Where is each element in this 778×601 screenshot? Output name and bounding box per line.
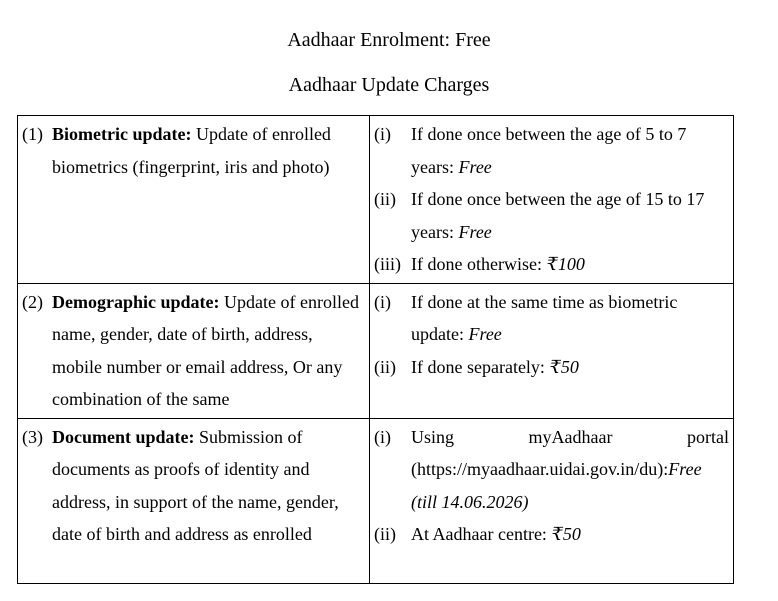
option-value: ₹50	[549, 356, 579, 377]
option-text: At Aadhaar centre:	[411, 524, 547, 544]
category-number: (2)	[22, 291, 43, 312]
charge-option	[374, 286, 729, 351]
charge-option	[374, 248, 729, 281]
table-row-biometric	[18, 116, 734, 284]
option-numeral: (ii)	[374, 356, 396, 377]
option-value: Free	[458, 221, 492, 242]
charges-cell	[370, 283, 734, 418]
charge-option	[374, 183, 729, 248]
option-text: If done otherwise:	[411, 254, 542, 274]
option-text: If done at the same time as biometric update:	[411, 291, 678, 344]
option-value: ₹100	[546, 254, 585, 274]
category-cell	[18, 418, 370, 583]
category-number: (3)	[22, 426, 43, 447]
category-title: Biometric update:	[52, 124, 192, 144]
charge-option	[374, 118, 729, 183]
table-row-document	[18, 418, 734, 583]
option-text: Using	[411, 426, 455, 447]
option-text: If done once between the age of 15 to 17 years:	[411, 189, 705, 242]
option-numeral: (iii)	[374, 254, 401, 274]
category-cell	[18, 116, 370, 284]
table-row-demographic	[18, 283, 734, 418]
option-numeral: (i)	[374, 426, 391, 447]
charges-cell	[370, 116, 734, 284]
category-cell	[18, 283, 370, 418]
category-number: (1)	[22, 124, 43, 144]
category-title: Demographic update:	[52, 291, 220, 312]
category-description: Update of enrolled biometrics (fingerprint, iris and photo)	[52, 124, 331, 177]
category-title: Document update:	[52, 426, 195, 447]
option-text: If done separately:	[411, 356, 545, 377]
option-value: ₹50	[551, 524, 581, 544]
option-value: Free	[668, 459, 702, 479]
option-numeral: (i)	[374, 124, 391, 144]
enrolment-heading: Aadhaar Enrolment: Free	[287, 29, 491, 51]
option-text: portal	[686, 426, 729, 447]
option-numeral: (ii)	[374, 524, 396, 544]
charge-option	[374, 421, 729, 519]
option-value: Free	[468, 324, 502, 344]
category-description: Submission of documents as proofs of identity and address, in support of the name, gender, date of birth and address as enrolled	[52, 426, 339, 544]
charge-option	[374, 518, 729, 551]
option-text: If done once between the age of 5 to 7 years:	[411, 124, 687, 177]
option-text: myAadhaar	[528, 426, 613, 447]
option-numeral: (i)	[374, 291, 391, 312]
option-note: (till 14.06.2026)	[411, 491, 529, 512]
update-charges-heading: Aadhaar Update Charges	[288, 74, 490, 96]
portal-url: (https://myaadhaar.uidai.gov.in/du):	[411, 459, 669, 479]
charges-cell	[370, 418, 734, 583]
option-numeral: (ii)	[374, 189, 396, 209]
option-value: Free	[458, 156, 492, 177]
charges-table	[17, 115, 734, 584]
category-description: Update of enrolled name, gender, date of birth, address, mobile number or email address, Or any combination of the same	[52, 291, 359, 409]
charge-option	[374, 351, 729, 384]
